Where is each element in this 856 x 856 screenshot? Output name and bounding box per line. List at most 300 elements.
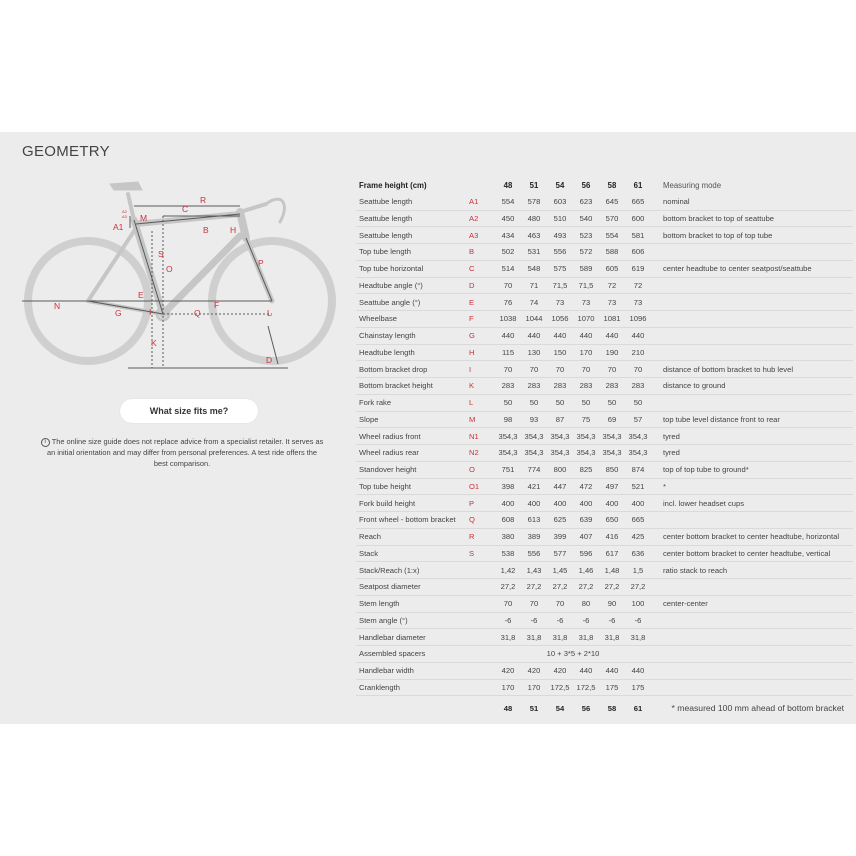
row-value-56: 540	[573, 210, 599, 227]
row-value-54: 71,5	[547, 277, 573, 294]
row-code: M	[465, 411, 495, 428]
row-name: Stem angle (°)	[356, 612, 465, 629]
row-code: L	[465, 394, 495, 411]
table-row	[356, 244, 853, 261]
row-value-51: 283	[521, 378, 547, 395]
row-value-56: 283	[573, 378, 599, 395]
row-name: Slope	[356, 411, 465, 428]
row-value-58: 554	[599, 227, 625, 244]
row-value-58: 650	[599, 512, 625, 529]
row-code: A1	[465, 194, 495, 210]
header-code	[465, 178, 495, 194]
row-value-61: 619	[625, 260, 651, 277]
row-code	[465, 562, 495, 579]
row-value-58: 1081	[599, 311, 625, 328]
footer-blank	[356, 696, 465, 721]
row-name: Seattube angle (°)	[356, 294, 465, 311]
row-value-51: 170	[521, 679, 547, 696]
diagram-label-P: P	[258, 258, 264, 268]
table-row	[356, 361, 853, 378]
row-measuring-mode: *	[651, 478, 853, 495]
row-value-58: 570	[599, 210, 625, 227]
diagram-label-C: C	[182, 204, 189, 214]
row-value-61: 73	[625, 294, 651, 311]
row-value-58: 605	[599, 260, 625, 277]
row-value-56: 80	[573, 595, 599, 612]
table-row	[356, 445, 853, 462]
row-value-51: 31,8	[521, 629, 547, 646]
table-row	[356, 411, 853, 428]
row-value-54: -6	[547, 612, 573, 629]
row-value-51: 556	[521, 545, 547, 562]
row-name: Stack/Reach (1:x)	[356, 562, 465, 579]
row-value-48: 440	[495, 327, 521, 344]
row-value-61: 210	[625, 344, 651, 361]
row-value-54: 493	[547, 227, 573, 244]
row-measuring-mode: nominal	[651, 194, 853, 210]
row-name: Stack	[356, 545, 465, 562]
diagram-label-A2: A2	[122, 209, 127, 214]
diagram-label-B: B	[203, 225, 209, 235]
diagram-label-L: L	[267, 308, 272, 318]
row-code	[465, 662, 495, 679]
table-row	[356, 311, 853, 328]
row-value-48: 76	[495, 294, 521, 311]
row-value-54: 603	[547, 194, 573, 210]
row-name: Wheelbase	[356, 311, 465, 328]
row-value-54: 575	[547, 260, 573, 277]
row-value-54: 283	[547, 378, 573, 395]
row-value-51: 354,3	[521, 428, 547, 445]
row-value-56: 825	[573, 461, 599, 478]
row-measuring-mode	[651, 311, 853, 328]
table-row	[356, 194, 853, 210]
footer-size-56: 56	[581, 703, 591, 713]
row-value-56: 170	[573, 344, 599, 361]
table-row	[356, 662, 853, 679]
row-value-56: 27,2	[573, 579, 599, 596]
row-measuring-mode: bottom bracket to top of seattube	[651, 210, 853, 227]
row-measuring-mode	[651, 679, 853, 696]
row-value-51: 74	[521, 294, 547, 311]
size-finder-button[interactable]: What size fits me?	[120, 399, 258, 423]
row-value-54: 31,8	[547, 629, 573, 646]
table-row	[356, 461, 853, 478]
table-row	[356, 562, 853, 579]
footer-size-58: 58	[607, 703, 617, 713]
diagram-label-G: G	[115, 308, 122, 318]
row-value-61: 50	[625, 394, 651, 411]
row-value-58: 69	[599, 411, 625, 428]
row-measuring-mode	[651, 662, 853, 679]
row-value-51: 70	[521, 361, 547, 378]
row-value-56: 589	[573, 260, 599, 277]
row-value-48: 31,8	[495, 629, 521, 646]
row-code	[465, 579, 495, 596]
row-value-54: 510	[547, 210, 573, 227]
row-value-merged: 10 + 3*5 + 2*10	[495, 646, 651, 663]
row-value-58: 50	[599, 394, 625, 411]
row-value-61: 425	[625, 528, 651, 545]
row-name: Top tube horizontal	[356, 260, 465, 277]
row-name: Stem length	[356, 595, 465, 612]
row-name: Cranklength	[356, 679, 465, 696]
table-row	[356, 260, 853, 277]
diagram-label-D: D	[266, 355, 273, 365]
diagram-label-K: K	[151, 338, 157, 348]
row-value-56: 31,8	[573, 629, 599, 646]
row-code: E	[465, 294, 495, 311]
row-value-56: 50	[573, 394, 599, 411]
row-value-51: 578	[521, 194, 547, 210]
row-value-48: 70	[495, 595, 521, 612]
row-value-54: 399	[547, 528, 573, 545]
row-value-61: 665	[625, 512, 651, 529]
row-value-48: 434	[495, 227, 521, 244]
row-measuring-mode: tyred	[651, 445, 853, 462]
row-measuring-mode	[651, 294, 853, 311]
row-value-61: 70	[625, 361, 651, 378]
row-value-61: 1096	[625, 311, 651, 328]
row-value-51: 440	[521, 327, 547, 344]
footnote: * measured 100 mm ahead of bottom bracket	[671, 703, 844, 713]
row-value-51: 531	[521, 244, 547, 261]
row-value-56: 400	[573, 495, 599, 512]
table-row	[356, 344, 853, 361]
header-size-51: 51	[529, 181, 539, 191]
row-value-51: 548	[521, 260, 547, 277]
diagram-label-S: S	[158, 249, 164, 259]
row-code: Q	[465, 512, 495, 529]
table-header-row	[356, 178, 853, 194]
row-name: Seatpost diameter	[356, 579, 465, 596]
row-value-58: 440	[599, 327, 625, 344]
row-measuring-mode	[651, 344, 853, 361]
row-code: A2	[465, 210, 495, 227]
page-title: GEOMETRY	[22, 143, 110, 160]
row-value-51: 93	[521, 411, 547, 428]
row-value-56: 523	[573, 227, 599, 244]
row-code: N2	[465, 445, 495, 462]
row-value-56: 73	[573, 294, 599, 311]
row-value-58: 850	[599, 461, 625, 478]
row-value-54: 172,5	[547, 679, 573, 696]
diagram-label-H: H	[230, 225, 237, 235]
row-value-54: 87	[547, 411, 573, 428]
row-value-48: 608	[495, 512, 521, 529]
table-row	[356, 428, 853, 445]
row-value-56: 75	[573, 411, 599, 428]
row-value-51: 400	[521, 495, 547, 512]
row-name: Reach	[356, 528, 465, 545]
row-name: Handlebar width	[356, 662, 465, 679]
row-code: I	[465, 361, 495, 378]
row-value-61: 72	[625, 277, 651, 294]
table-row	[356, 227, 853, 244]
row-code	[465, 595, 495, 612]
table-row	[356, 277, 853, 294]
row-value-51: 389	[521, 528, 547, 545]
row-value-61: 100	[625, 595, 651, 612]
row-value-58: 73	[599, 294, 625, 311]
row-value-58: 354,3	[599, 445, 625, 462]
row-name: Front wheel - bottom bracket	[356, 512, 465, 529]
geometry-table	[356, 178, 853, 720]
row-value-54: 400	[547, 495, 573, 512]
row-value-48: 70	[495, 277, 521, 294]
row-measuring-mode	[651, 394, 853, 411]
row-measuring-mode: center headtube to center seatpost/seattube	[651, 260, 853, 277]
row-name: Top tube length	[356, 244, 465, 261]
footer-code	[465, 696, 495, 721]
row-value-56: 572	[573, 244, 599, 261]
row-measuring-mode: bottom bracket to top of top tube	[651, 227, 853, 244]
table-row	[356, 327, 853, 344]
diagram-label-O: O	[166, 264, 173, 274]
row-value-61: 27,2	[625, 579, 651, 596]
row-value-58: 31,8	[599, 629, 625, 646]
row-value-58: 72	[599, 277, 625, 294]
row-measuring-mode: distance of bottom bracket to hub level	[651, 361, 853, 378]
row-value-58: 645	[599, 194, 625, 210]
row-value-58: 588	[599, 244, 625, 261]
row-name: Standover height	[356, 461, 465, 478]
row-code	[465, 612, 495, 629]
row-measuring-mode: tyred	[651, 428, 853, 445]
row-measuring-mode	[651, 612, 853, 629]
row-value-48: 538	[495, 545, 521, 562]
header-size-54: 54	[555, 181, 565, 191]
row-value-48: 554	[495, 194, 521, 210]
row-name: Bottom bracket drop	[356, 361, 465, 378]
row-measuring-mode	[651, 579, 853, 596]
row-code	[465, 646, 495, 663]
row-value-51: 613	[521, 512, 547, 529]
row-value-48: 283	[495, 378, 521, 395]
row-value-51: 354,3	[521, 445, 547, 462]
diagram-label-F: F	[214, 300, 220, 310]
header-measuring-mode: Measuring mode	[663, 181, 722, 191]
row-measuring-mode	[651, 244, 853, 261]
row-value-56: 440	[573, 327, 599, 344]
row-value-58: 27,2	[599, 579, 625, 596]
row-value-56: 1,46	[573, 562, 599, 579]
row-value-54: 1,45	[547, 562, 573, 579]
row-value-48: 70	[495, 361, 521, 378]
row-value-54: 70	[547, 361, 573, 378]
row-value-61: 521	[625, 478, 651, 495]
row-value-54: 420	[547, 662, 573, 679]
row-value-48: 50	[495, 394, 521, 411]
row-value-48: 400	[495, 495, 521, 512]
row-measuring-mode	[651, 277, 853, 294]
row-value-54: 625	[547, 512, 573, 529]
table-row	[356, 579, 853, 596]
table-row	[356, 394, 853, 411]
row-name: Fork build height	[356, 495, 465, 512]
table-row	[356, 495, 853, 512]
row-measuring-mode: ratio stack to reach	[651, 562, 853, 579]
row-value-54: 27,2	[547, 579, 573, 596]
row-value-54: 354,3	[547, 428, 573, 445]
row-name: Bottom bracket height	[356, 378, 465, 395]
row-value-58: 617	[599, 545, 625, 562]
row-value-61: -6	[625, 612, 651, 629]
row-name: Fork rake	[356, 394, 465, 411]
row-value-56: 70	[573, 361, 599, 378]
row-value-54: 1056	[547, 311, 573, 328]
row-code: G	[465, 327, 495, 344]
row-value-56: 1070	[573, 311, 599, 328]
row-value-48: 398	[495, 478, 521, 495]
table-row	[356, 646, 853, 663]
row-value-61: 283	[625, 378, 651, 395]
row-value-48: 98	[495, 411, 521, 428]
header-size-61: 61	[633, 181, 643, 191]
row-name: Seattube length	[356, 227, 465, 244]
row-value-51: 480	[521, 210, 547, 227]
row-value-61: 581	[625, 227, 651, 244]
row-value-61: 400	[625, 495, 651, 512]
row-code: O1	[465, 478, 495, 495]
table-row	[356, 545, 853, 562]
diagram-label-N: N	[54, 301, 61, 311]
row-value-48: 1038	[495, 311, 521, 328]
row-value-61: 440	[625, 327, 651, 344]
row-value-51: -6	[521, 612, 547, 629]
table-row	[356, 210, 853, 227]
row-name: Wheel radius front	[356, 428, 465, 445]
row-value-61: 31,8	[625, 629, 651, 646]
row-value-51: 420	[521, 662, 547, 679]
header-size-56: 56	[581, 181, 591, 191]
row-value-54: 556	[547, 244, 573, 261]
row-value-54: 447	[547, 478, 573, 495]
row-measuring-mode	[651, 327, 853, 344]
row-value-48: 354,3	[495, 445, 521, 462]
row-value-54: 354,3	[547, 445, 573, 462]
footer-size-61: 61	[633, 703, 643, 713]
diagram-label-E: E	[138, 290, 144, 300]
row-measuring-mode: distance to ground	[651, 378, 853, 395]
row-value-48: 354,3	[495, 428, 521, 445]
row-code: P	[465, 495, 495, 512]
row-value-51: 50	[521, 394, 547, 411]
row-value-51: 1,43	[521, 562, 547, 579]
row-code: N1	[465, 428, 495, 445]
row-value-56: 440	[573, 662, 599, 679]
row-value-48: 751	[495, 461, 521, 478]
row-name: Headtube angle (°)	[356, 277, 465, 294]
row-measuring-mode: center bottom bracket to center headtube, vertical	[651, 545, 853, 562]
row-value-61: 874	[625, 461, 651, 478]
row-measuring-mode: incl. lower headset cups	[651, 495, 853, 512]
size-guide-note-text: The online size guide does not replace advice from a specialist retailer. It serves as an initial orientation and may differ from personal preferences. A test ride offers the best comparison.	[46, 437, 324, 468]
row-name: Assembled spacers	[356, 646, 465, 663]
row-value-58: 190	[599, 344, 625, 361]
row-value-61: 636	[625, 545, 651, 562]
row-value-51: 71	[521, 277, 547, 294]
row-measuring-mode: center-center	[651, 595, 853, 612]
row-value-61: 600	[625, 210, 651, 227]
row-code: F	[465, 311, 495, 328]
row-value-51: 1044	[521, 311, 547, 328]
row-value-58: 1,48	[599, 562, 625, 579]
row-value-48: 420	[495, 662, 521, 679]
row-value-58: 90	[599, 595, 625, 612]
row-value-54: 150	[547, 344, 573, 361]
footer-size-48: 48	[503, 703, 513, 713]
row-value-54: 800	[547, 461, 573, 478]
table-row	[356, 478, 853, 495]
row-value-58: 175	[599, 679, 625, 696]
row-value-51: 130	[521, 344, 547, 361]
row-measuring-mode: center bottom bracket to center headtube, horizontal	[651, 528, 853, 545]
diagram-label-M: M	[140, 213, 148, 223]
row-code: R	[465, 528, 495, 545]
table-row	[356, 378, 853, 395]
row-name: Seattube length	[356, 210, 465, 227]
row-code: B	[465, 244, 495, 261]
table-row	[356, 528, 853, 545]
row-code: H	[465, 344, 495, 361]
row-value-61: 175	[625, 679, 651, 696]
row-value-58: 283	[599, 378, 625, 395]
row-code: D	[465, 277, 495, 294]
diagram-label-A1: A1	[113, 222, 124, 232]
row-value-56: 472	[573, 478, 599, 495]
row-value-48: 450	[495, 210, 521, 227]
row-value-51: 463	[521, 227, 547, 244]
row-value-61: 354,3	[625, 445, 651, 462]
row-value-58: -6	[599, 612, 625, 629]
row-name: Chainstay length	[356, 327, 465, 344]
row-measuring-mode: top tube level distance front to rear	[651, 411, 853, 428]
row-value-58: 70	[599, 361, 625, 378]
row-measuring-mode	[651, 512, 853, 529]
row-value-54: 440	[547, 327, 573, 344]
row-value-54: 577	[547, 545, 573, 562]
row-value-61: 440	[625, 662, 651, 679]
row-value-54: 70	[547, 595, 573, 612]
row-value-56: -6	[573, 612, 599, 629]
row-name: Handlebar diameter	[356, 629, 465, 646]
header-size-58: 58	[607, 181, 617, 191]
row-value-61: 606	[625, 244, 651, 261]
size-guide-note	[40, 436, 324, 469]
row-code	[465, 629, 495, 646]
row-value-56: 639	[573, 512, 599, 529]
row-measuring-mode: top of top tube to ground*	[651, 461, 853, 478]
row-name: Seattube length	[356, 194, 465, 210]
row-value-48: 27,2	[495, 579, 521, 596]
header-frame-height: Frame height (cm)	[359, 181, 427, 191]
row-code: A3	[465, 227, 495, 244]
row-value-58: 416	[599, 528, 625, 545]
table-row	[356, 679, 853, 696]
row-value-58: 497	[599, 478, 625, 495]
row-value-61: 1,5	[625, 562, 651, 579]
table-row	[356, 612, 853, 629]
row-value-48: -6	[495, 612, 521, 629]
footer-size-54: 54	[555, 703, 565, 713]
row-code	[465, 679, 495, 696]
row-measuring-mode	[651, 629, 853, 646]
row-code: C	[465, 260, 495, 277]
row-measuring-mode	[651, 646, 853, 663]
row-value-51: 27,2	[521, 579, 547, 596]
row-value-54: 50	[547, 394, 573, 411]
